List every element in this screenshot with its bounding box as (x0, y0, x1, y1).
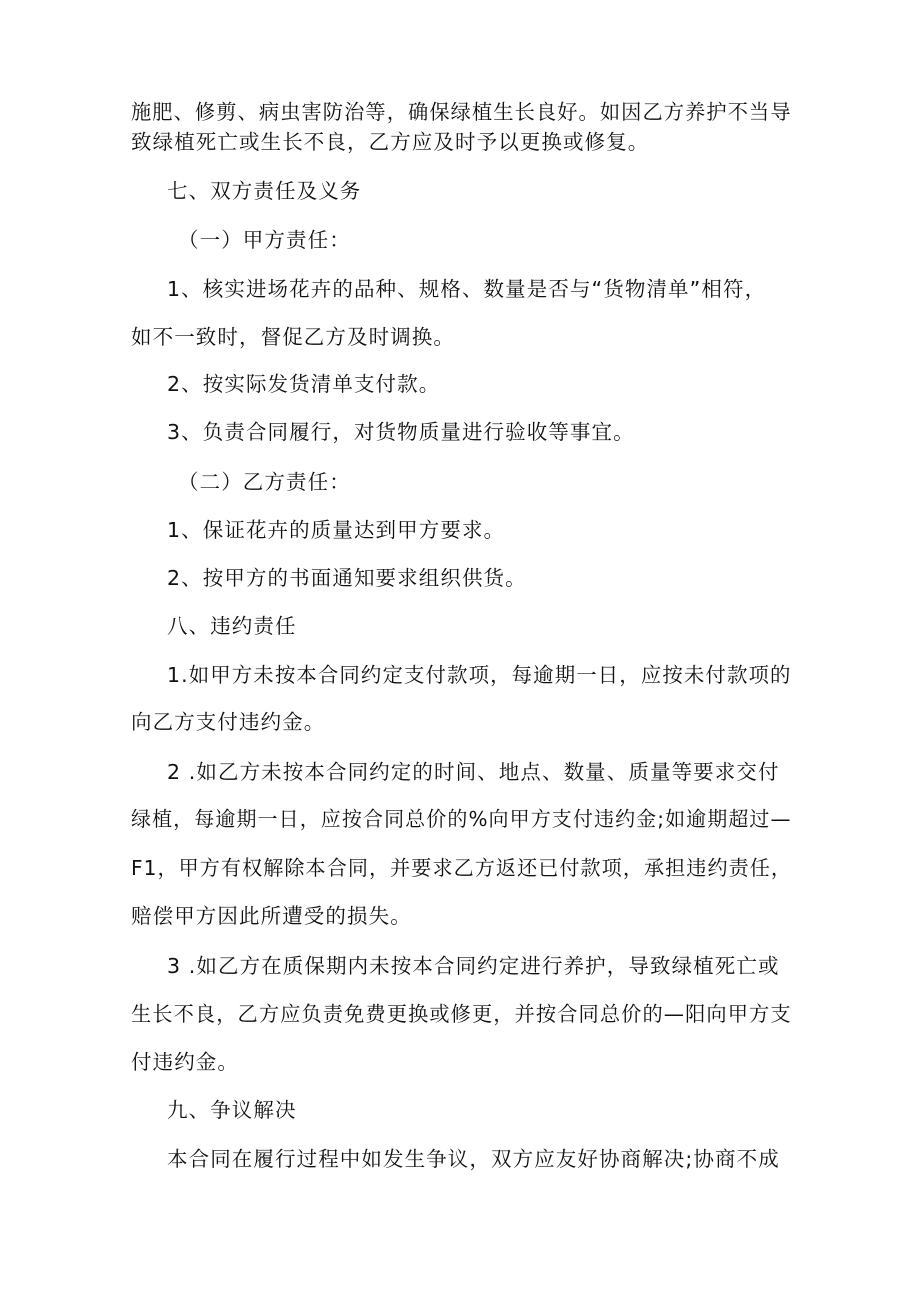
paragraph-line: 3、负责合同履行，对货物质量进行验收等事宜。 (167, 420, 635, 444)
paragraph-line: 绿植，每逾期一日，应按合同总价的%向甲方支付违约金;如逾期超过— (131, 807, 792, 831)
paragraph-line: 向乙方支付违约金。 (131, 710, 326, 734)
section-heading-7: 七、双方责任及义务 (167, 179, 362, 203)
paragraph-line: 3 .如乙方在质保期内未按本合同约定进行养护，导致绿植死亡或 (167, 954, 780, 978)
paragraph-line: 赔偿甲方因此所遭受的损失。 (131, 904, 412, 928)
paragraph-line: 如不一致时，督促乙方及时调换。 (131, 325, 455, 349)
paragraph-line: 付违约金。 (131, 1050, 239, 1074)
paragraph-line: 1、核实进场花卉的品种、规格、数量是否与“货物清单”相符， (167, 277, 767, 301)
paragraph-line-1: 施肥、修剪、病虫害防治等，确保绿植生长良好。如因乙方养护不当导 (131, 100, 792, 124)
paragraph-line: 2、按甲方的书面通知要求组织供货。 (167, 566, 527, 590)
paragraph-line: 2、按实际发货清单支付款。 (167, 372, 441, 396)
paragraph-line: F1，甲方有权解除本合同，并要求乙方返还已付款项，承担违约责任， (131, 856, 793, 880)
section-heading-8: 八、违约责任 (167, 614, 297, 638)
paragraph-line: 1.如甲方未按本合同约定支付款项，每逾期一日，应按未付款项的 (167, 663, 792, 687)
paragraph-line: 2 .如乙方未按本合同约定的时间、地点、数量、质量等要求交付 (167, 760, 780, 784)
section-heading-9: 九、争议解决 (167, 1098, 297, 1122)
subsection-heading-party-b: （二）乙方责任： (178, 470, 351, 494)
paragraph-line: 生长不良，乙方应负责免费更换或修更，并按合同总价的—阳向甲方支 (131, 1002, 792, 1026)
paragraph-line: 本合同在履行过程中如发生争议，双方应友好协商解决;协商不成 (167, 1147, 780, 1171)
paragraph-line: 1、保证花卉的质量达到甲方要求。 (167, 518, 506, 542)
subsection-heading-party-a: （一）甲方责任： (178, 228, 351, 252)
paragraph-line-2: 致绿植死亡或生长不良，乙方应及时予以更换或修复。 (131, 130, 650, 154)
